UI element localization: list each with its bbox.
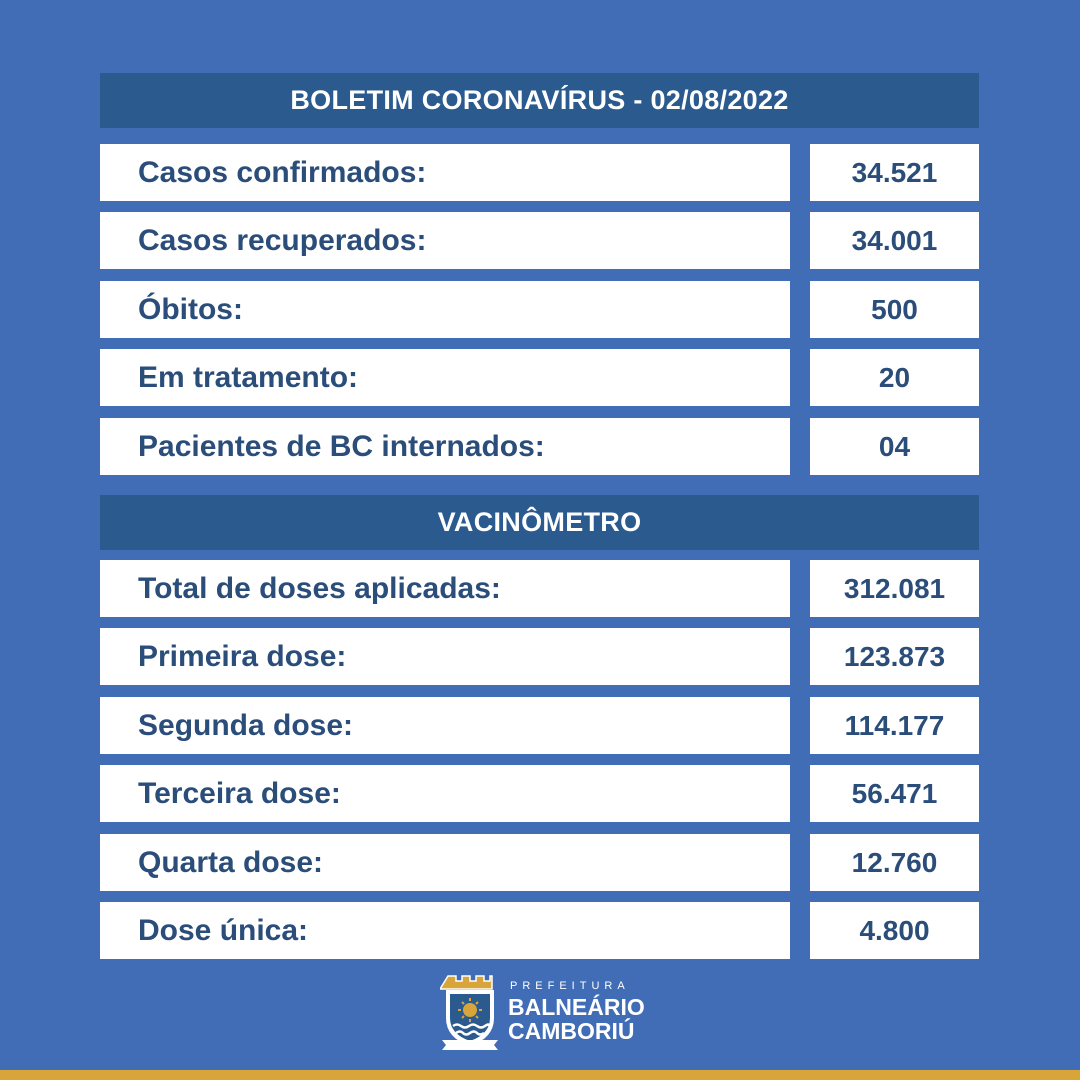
row-value: 04: [810, 418, 979, 475]
row-label: Casos recuperados:: [100, 212, 790, 269]
table-row-primeira-dose: [100, 628, 979, 685]
row-value: 123.873: [810, 628, 979, 685]
bottom-stripe: [0, 1070, 1080, 1080]
row-label: Dose única:: [100, 902, 790, 959]
row-value: 34.521: [810, 144, 979, 201]
table-row-internados: [100, 418, 979, 475]
row-value: 312.081: [810, 560, 979, 617]
row-label: Terceira dose:: [100, 765, 790, 822]
table-row-obitos: [100, 281, 979, 338]
table-row-em-tratamento: [100, 349, 979, 406]
table-row-casos-confirmados: [100, 144, 979, 201]
row-value: 12.760: [810, 834, 979, 891]
coat-of-arms-icon: [440, 972, 500, 1052]
table-row-total-doses: [100, 560, 979, 617]
row-value: 114.177: [810, 697, 979, 754]
row-value: 500: [810, 281, 979, 338]
boletim-title: BOLETIM CORONAVÍRUS - 02/08/2022: [100, 73, 979, 128]
logo-prefeitura-text: PREFEITURA: [510, 980, 630, 992]
logo-camboriu-text: CAMBORIÚ: [508, 1018, 635, 1044]
logo-balneario-text: BALNEÁRIO: [508, 994, 645, 1020]
row-value: 34.001: [810, 212, 979, 269]
table-row-quarta-dose: [100, 834, 979, 891]
row-label: Pacientes de BC internados:: [100, 418, 790, 475]
row-value: 20: [810, 349, 979, 406]
table-row-terceira-dose: [100, 765, 979, 822]
table-row-segunda-dose: [100, 697, 979, 754]
row-value: 56.471: [810, 765, 979, 822]
table-row-casos-recuperados: [100, 212, 979, 269]
row-label: Óbitos:: [100, 281, 790, 338]
vacinometro-title: VACINÔMETRO: [100, 495, 979, 550]
prefeitura-logo: [440, 970, 660, 1055]
table-row-dose-unica: [100, 902, 979, 959]
row-label: Primeira dose:: [100, 628, 790, 685]
row-value: 4.800: [810, 902, 979, 959]
row-label: Quarta dose:: [100, 834, 790, 891]
row-label: Casos confirmados:: [100, 144, 790, 201]
row-label: Em tratamento:: [100, 349, 790, 406]
row-label: Segunda dose:: [100, 697, 790, 754]
row-label: Total de doses aplicadas:: [100, 560, 790, 617]
